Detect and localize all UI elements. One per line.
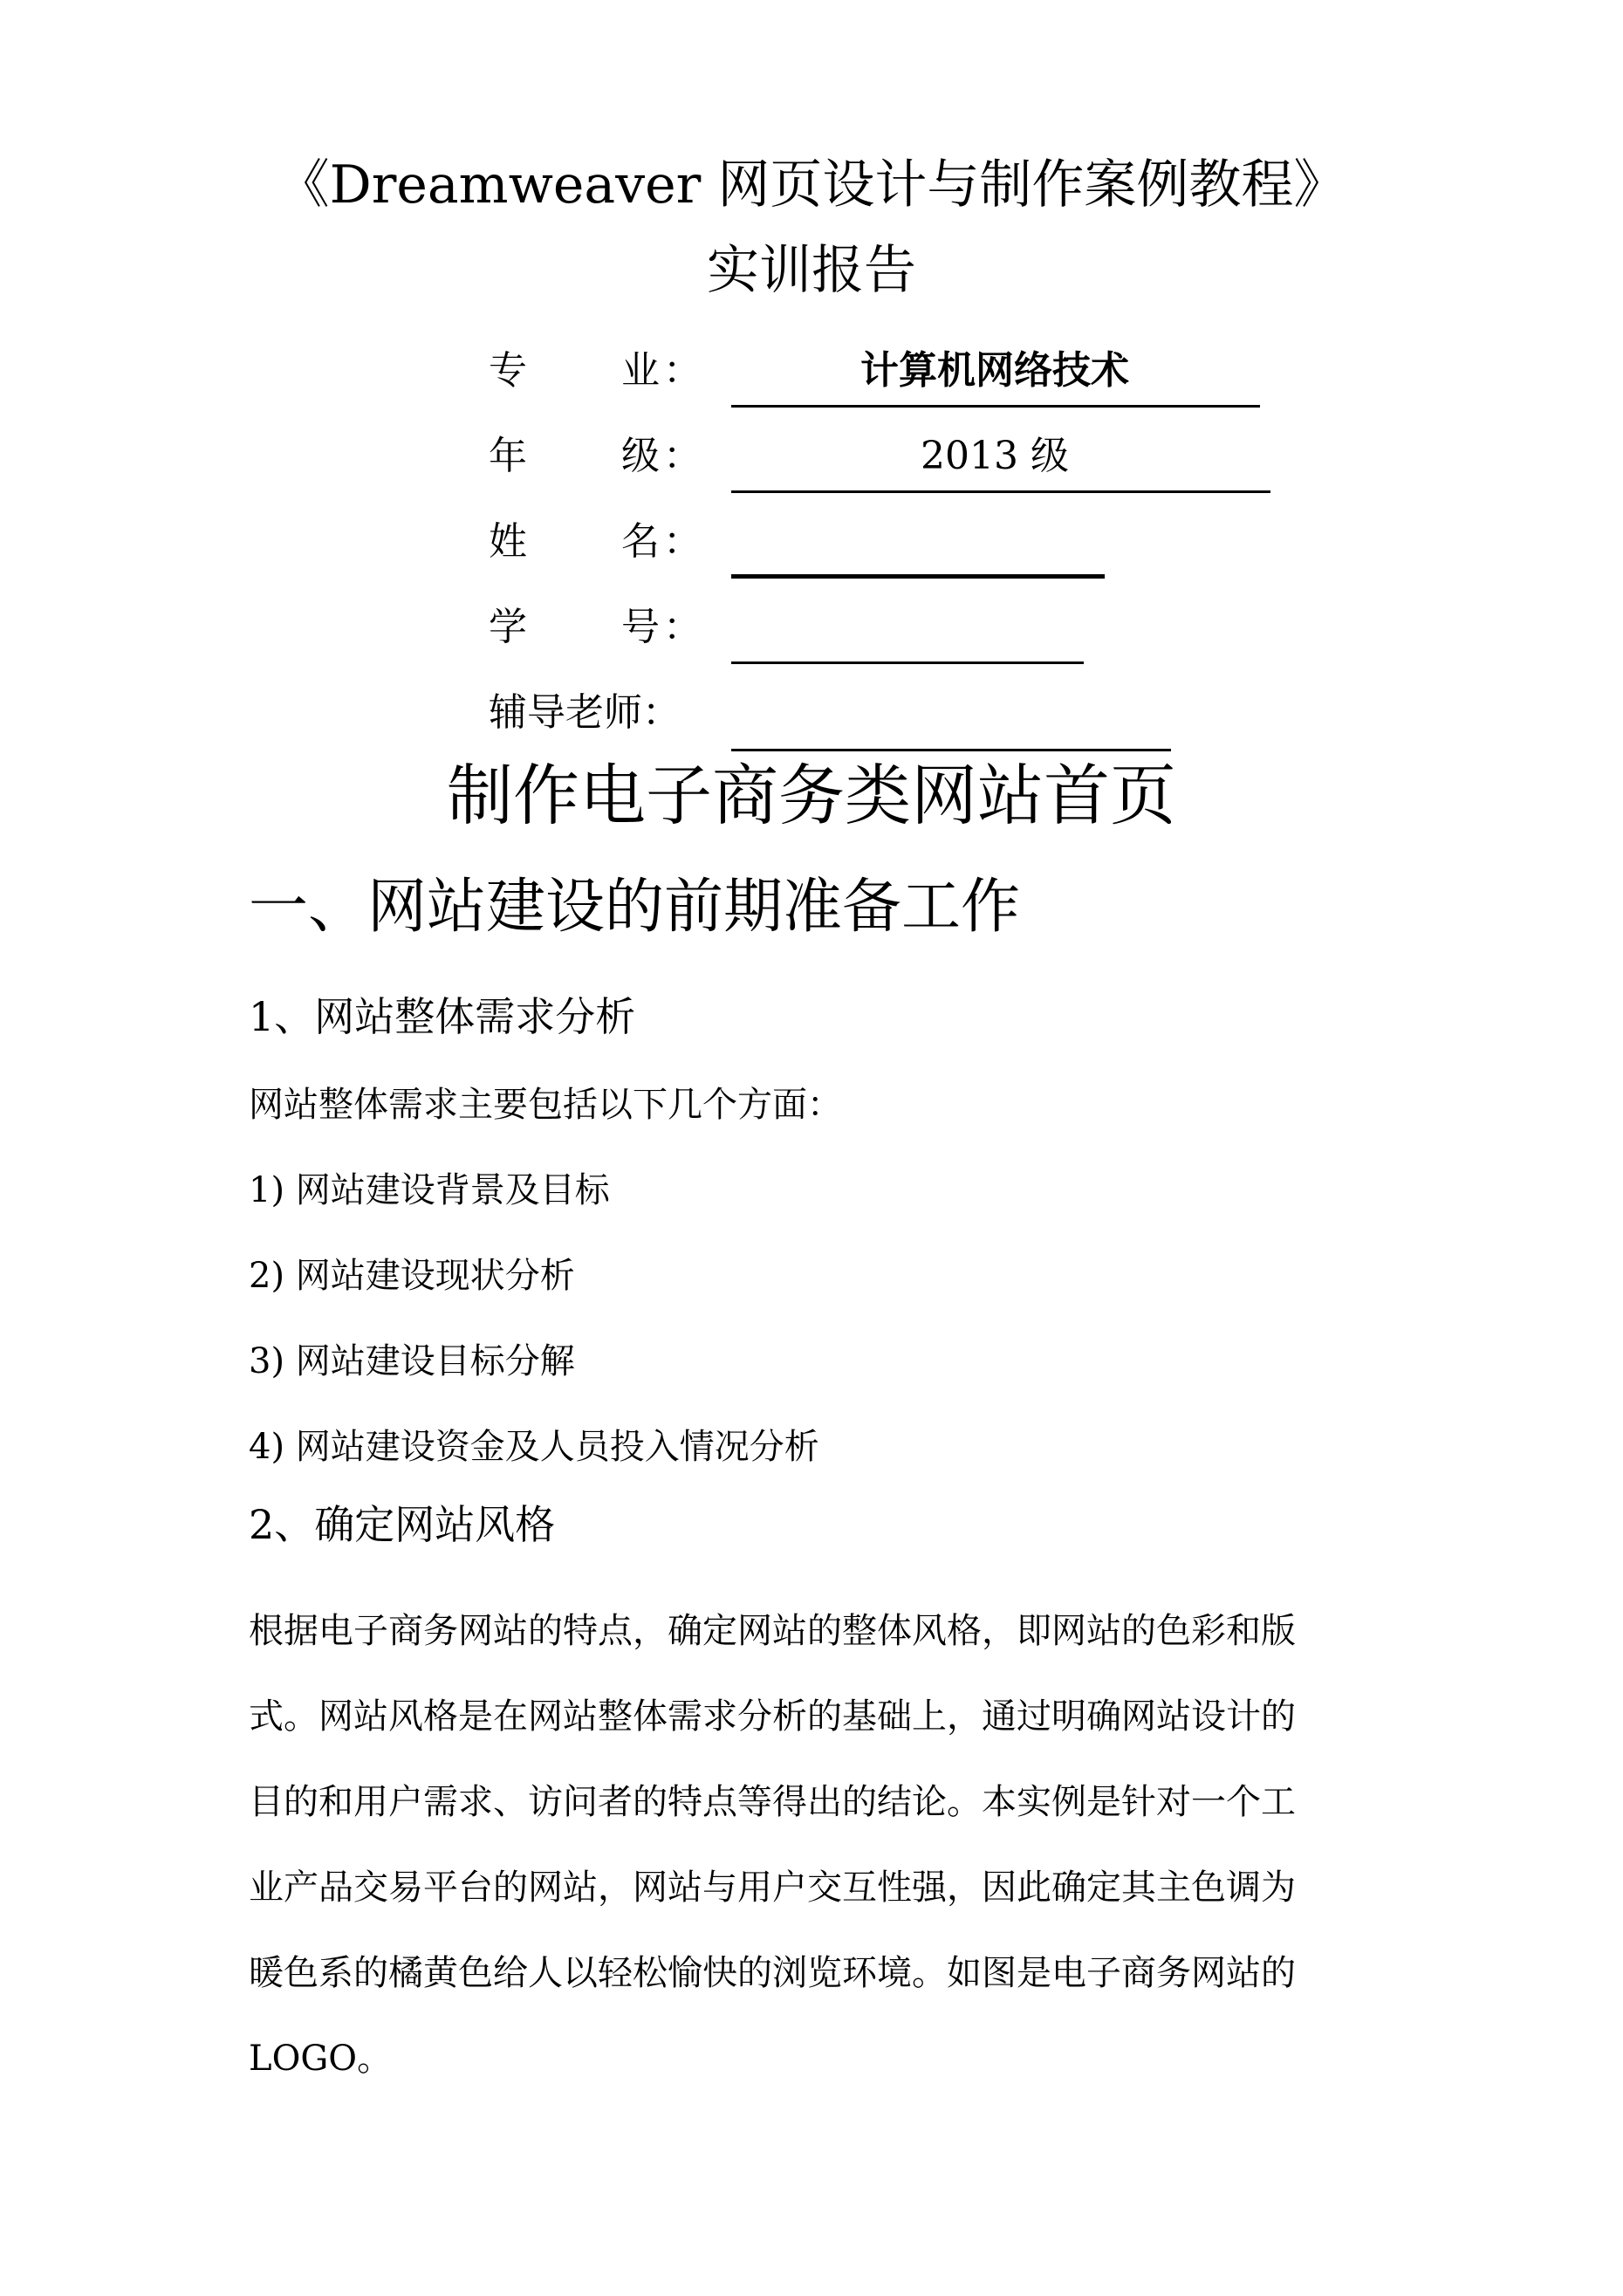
grade-underline: [731, 490, 1270, 493]
student-id-label-char1: 学: [489, 605, 527, 649]
name-label-colon: ：: [663, 519, 702, 564]
info-row-student-id: [489, 597, 1274, 658]
student-id-underline: [731, 661, 1084, 664]
list-item: 1) 网站建设背景及目标: [249, 1170, 610, 1210]
name-underline: [731, 574, 1105, 579]
grade-value: 2013 级: [921, 434, 1069, 478]
major-value: 计算机网络技术: [860, 348, 1129, 393]
report-title-line1: 《Dreamweaver 网页设计与制作案例教程》: [277, 154, 1346, 216]
subsection-2-paragraph: [249, 1588, 1383, 2101]
student-id-label-colon: ：: [663, 605, 702, 649]
info-row-advisor: [489, 682, 1274, 744]
name-label-char2: 名: [621, 519, 660, 564]
paragraph-line: 根据电子商务网站的特点，确定网站的整体风格，即网站的色彩和版: [249, 1611, 1296, 1651]
grade-label-char2: 级: [621, 434, 660, 478]
major-label-char1: 专: [489, 348, 527, 393]
major-label-colon: ：: [663, 348, 702, 393]
paragraph-line: 暖色系的橘黄色给人以轻松愉快的浏览环境。如图是电子商务网站的: [249, 1953, 1296, 1993]
paragraph-line: 目的和用户需求、访问者的特点等得出的结论。本实例是针对一个工: [249, 1782, 1296, 1822]
paragraph-line: 式。网站风格是在网站整体需求分析的基础上，通过明确网站设计的: [249, 1696, 1296, 1737]
main-title: 制作电子商务类网站首页: [447, 757, 1176, 834]
list-item: 3) 网站建设目标分解: [249, 1341, 575, 1381]
paragraph-line: 业产品交易平台的网站，网站与用户交互性强，因此确定其主色调为: [249, 1868, 1296, 1908]
student-id-label-char2: 号: [621, 605, 660, 649]
grade-label-char1: 年: [489, 434, 527, 478]
subsection-title-2: 2、确定网站风格: [249, 1501, 556, 1548]
name-label-char1: 姓: [489, 519, 527, 564]
advisor-underline: [731, 749, 1171, 751]
advisor-label: 辅导老师：: [489, 690, 681, 735]
info-row-name: [489, 511, 1274, 572]
subsection-title-1: 1、网站整体需求分析: [249, 993, 636, 1040]
subsection-1-intro: 网站整体需求主要包括以下几个方面：: [249, 1085, 842, 1125]
info-row-major: [489, 340, 1274, 401]
info-row-grade: [489, 426, 1274, 487]
list-item: 4) 网站建设资金及人员投入情况分析: [249, 1427, 819, 1467]
major-label-char2: 业: [621, 348, 660, 393]
paragraph-line: LOGO。: [249, 2039, 393, 2079]
grade-label-colon: ：: [663, 434, 702, 478]
section-title-1: 一、网站建设的前期准备工作: [249, 873, 1021, 942]
major-underline: [731, 405, 1260, 408]
report-title-line2: 实训报告: [707, 240, 916, 301]
list-item: 2) 网站建设现状分析: [249, 1256, 575, 1296]
